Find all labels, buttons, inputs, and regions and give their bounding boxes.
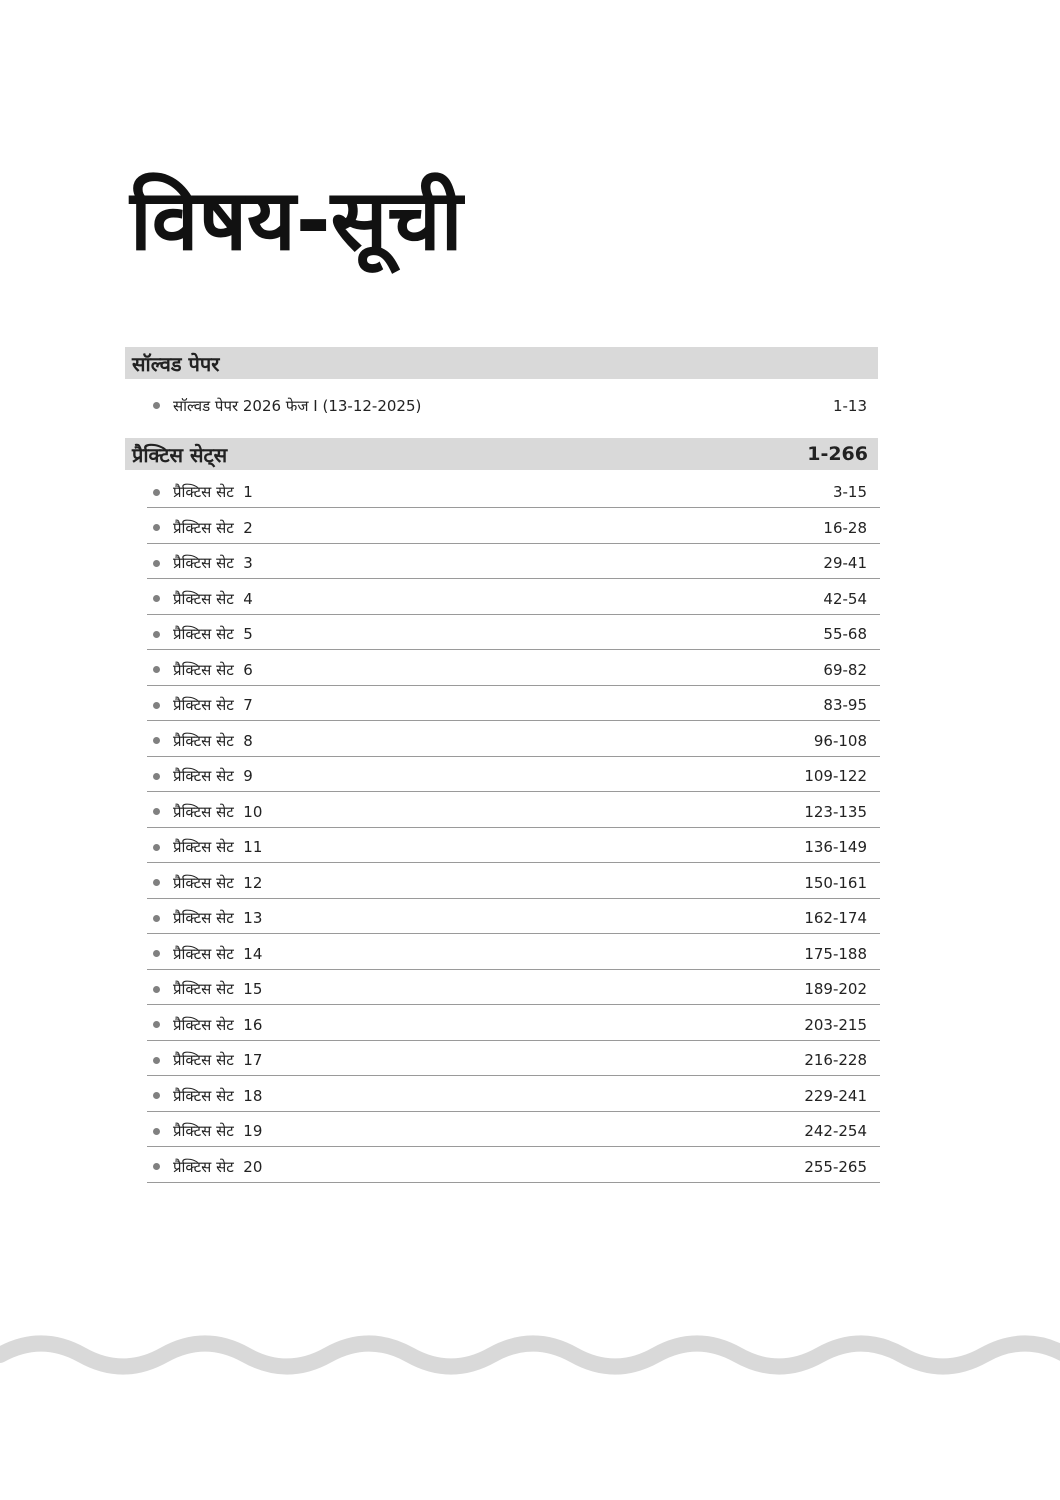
bullet-icon: [153, 560, 160, 567]
bullet-icon: [153, 666, 160, 673]
section-pages: 1-266: [807, 443, 868, 465]
entry-pages: 55-68: [823, 625, 867, 643]
toc-entry[interactable]: [147, 864, 880, 899]
bullet-icon: [153, 702, 160, 709]
entry-pages: 203-215: [804, 1015, 867, 1034]
section-header-solved-paper: [125, 347, 878, 379]
page-title: विषय-सूची: [130, 171, 463, 269]
bullet-icon: [153, 1021, 160, 1028]
toc-entry[interactable]: [147, 757, 880, 792]
bullet-icon: [153, 808, 160, 815]
bullet-icon: [153, 915, 160, 922]
toc-entry[interactable]: [147, 580, 880, 615]
bullet-icon: [153, 1163, 160, 1170]
entry-pages: 3-15: [832, 483, 867, 501]
entry-label: प्रैक्टिस सेट 4: [173, 589, 253, 608]
entry-label: प्रैक्टिस सेट 20: [173, 1157, 263, 1176]
entry-label: प्रैक्टिस सेट 17: [173, 1051, 263, 1069]
entry-label: प्रैक्टिस सेट 13: [173, 909, 263, 927]
entry-label: प्रैक्टिस सेट 3: [173, 554, 253, 572]
entry-pages: 150-161: [804, 873, 867, 892]
entry-pages: 1-13: [832, 396, 867, 415]
decorative-wave: [0, 1320, 1060, 1390]
toc-entry[interactable]: [147, 1148, 880, 1183]
entry-pages: 29-41: [823, 554, 867, 572]
entry-pages: 109-122: [804, 767, 867, 785]
toc-entry[interactable]: [147, 935, 880, 970]
bullet-icon: [153, 773, 160, 780]
entry-label: प्रैक्टिस सेट 2: [173, 518, 253, 537]
entry-label: प्रैक्टिस सेट 11: [173, 838, 263, 856]
entry-pages: 83-95: [823, 696, 867, 714]
bullet-icon: [153, 524, 160, 531]
entry-label: प्रैक्टिस सेट 9: [173, 767, 253, 785]
entry-pages: 69-82: [823, 660, 867, 679]
entry-pages: 123-135: [804, 802, 867, 821]
entry-label: प्रैक्टिस सेट 19: [173, 1122, 263, 1140]
bullet-icon: [153, 489, 160, 496]
entry-label: प्रैक्टिस सेट 7: [173, 696, 253, 714]
toc-entry[interactable]: [147, 828, 880, 863]
bullet-icon: [153, 595, 160, 602]
bullet-icon: [153, 950, 160, 957]
bullet-icon: [153, 402, 160, 409]
bullet-icon: [153, 1057, 160, 1064]
bullet-icon: [153, 631, 160, 638]
toc-entry[interactable]: [147, 1006, 880, 1041]
entry-label: प्रैक्टिस सेट 12: [173, 873, 263, 892]
entry-pages: 229-241: [804, 1086, 867, 1105]
section-title: प्रैक्टिस सेट्स: [132, 442, 228, 467]
entry-label: सॉल्वड पेपर 2026 फेज I (13-12-2025): [173, 396, 422, 415]
entry-pages: 216-228: [804, 1051, 867, 1069]
toc-entry[interactable]: [147, 1041, 880, 1076]
toc-entry[interactable]: [147, 1077, 880, 1112]
toc-entry[interactable]: [147, 899, 880, 934]
entry-label: प्रैक्टिस सेट 10: [173, 802, 263, 821]
entry-label: प्रैक्टिस सेट 15: [173, 980, 263, 998]
entry-pages: 96-108: [813, 731, 867, 750]
toc-entry[interactable]: [147, 544, 880, 579]
bullet-icon: [153, 844, 160, 851]
entry-pages: 242-254: [804, 1122, 867, 1140]
entry-label: प्रैक्टिस सेट 14: [173, 944, 263, 963]
entry-label: प्रैक्टिस सेट 16: [173, 1015, 263, 1034]
bullet-icon: [153, 986, 160, 993]
toc-entry[interactable]: [147, 473, 880, 508]
section-title: सॉल्वड पेपर: [132, 351, 220, 376]
entry-label: प्रैक्टिस सेट 1: [173, 483, 253, 501]
bullet-icon: [153, 879, 160, 886]
bullet-icon: [153, 737, 160, 744]
entry-label: प्रैक्टिस सेट 8: [173, 731, 253, 750]
toc-entry[interactable]: [147, 686, 880, 721]
toc-entry[interactable]: [147, 722, 880, 757]
entry-pages: 42-54: [823, 589, 867, 608]
entry-pages: 136-149: [804, 838, 867, 856]
entry-pages: 255-265: [804, 1157, 867, 1176]
entry-label: प्रैक्टिस सेट 5: [173, 625, 253, 643]
entry-pages: 175-188: [804, 944, 867, 963]
toc-entry[interactable]: [147, 509, 880, 544]
entry-pages: 16-28: [823, 518, 867, 537]
toc-entry[interactable]: [147, 386, 880, 421]
entry-pages: 162-174: [804, 909, 867, 927]
toc-entry[interactable]: [147, 651, 880, 686]
toc-entry[interactable]: [147, 615, 880, 650]
entry-pages: 189-202: [804, 980, 867, 998]
toc-entry[interactable]: [147, 793, 880, 828]
entry-label: प्रैक्टिस सेट 18: [173, 1086, 263, 1105]
toc-entry[interactable]: [147, 1112, 880, 1147]
bullet-icon: [153, 1092, 160, 1099]
entry-label: प्रैक्टिस सेट 6: [173, 660, 253, 679]
bullet-icon: [153, 1128, 160, 1135]
section-header-practice-sets: [125, 438, 878, 470]
toc-entry[interactable]: [147, 970, 880, 1005]
